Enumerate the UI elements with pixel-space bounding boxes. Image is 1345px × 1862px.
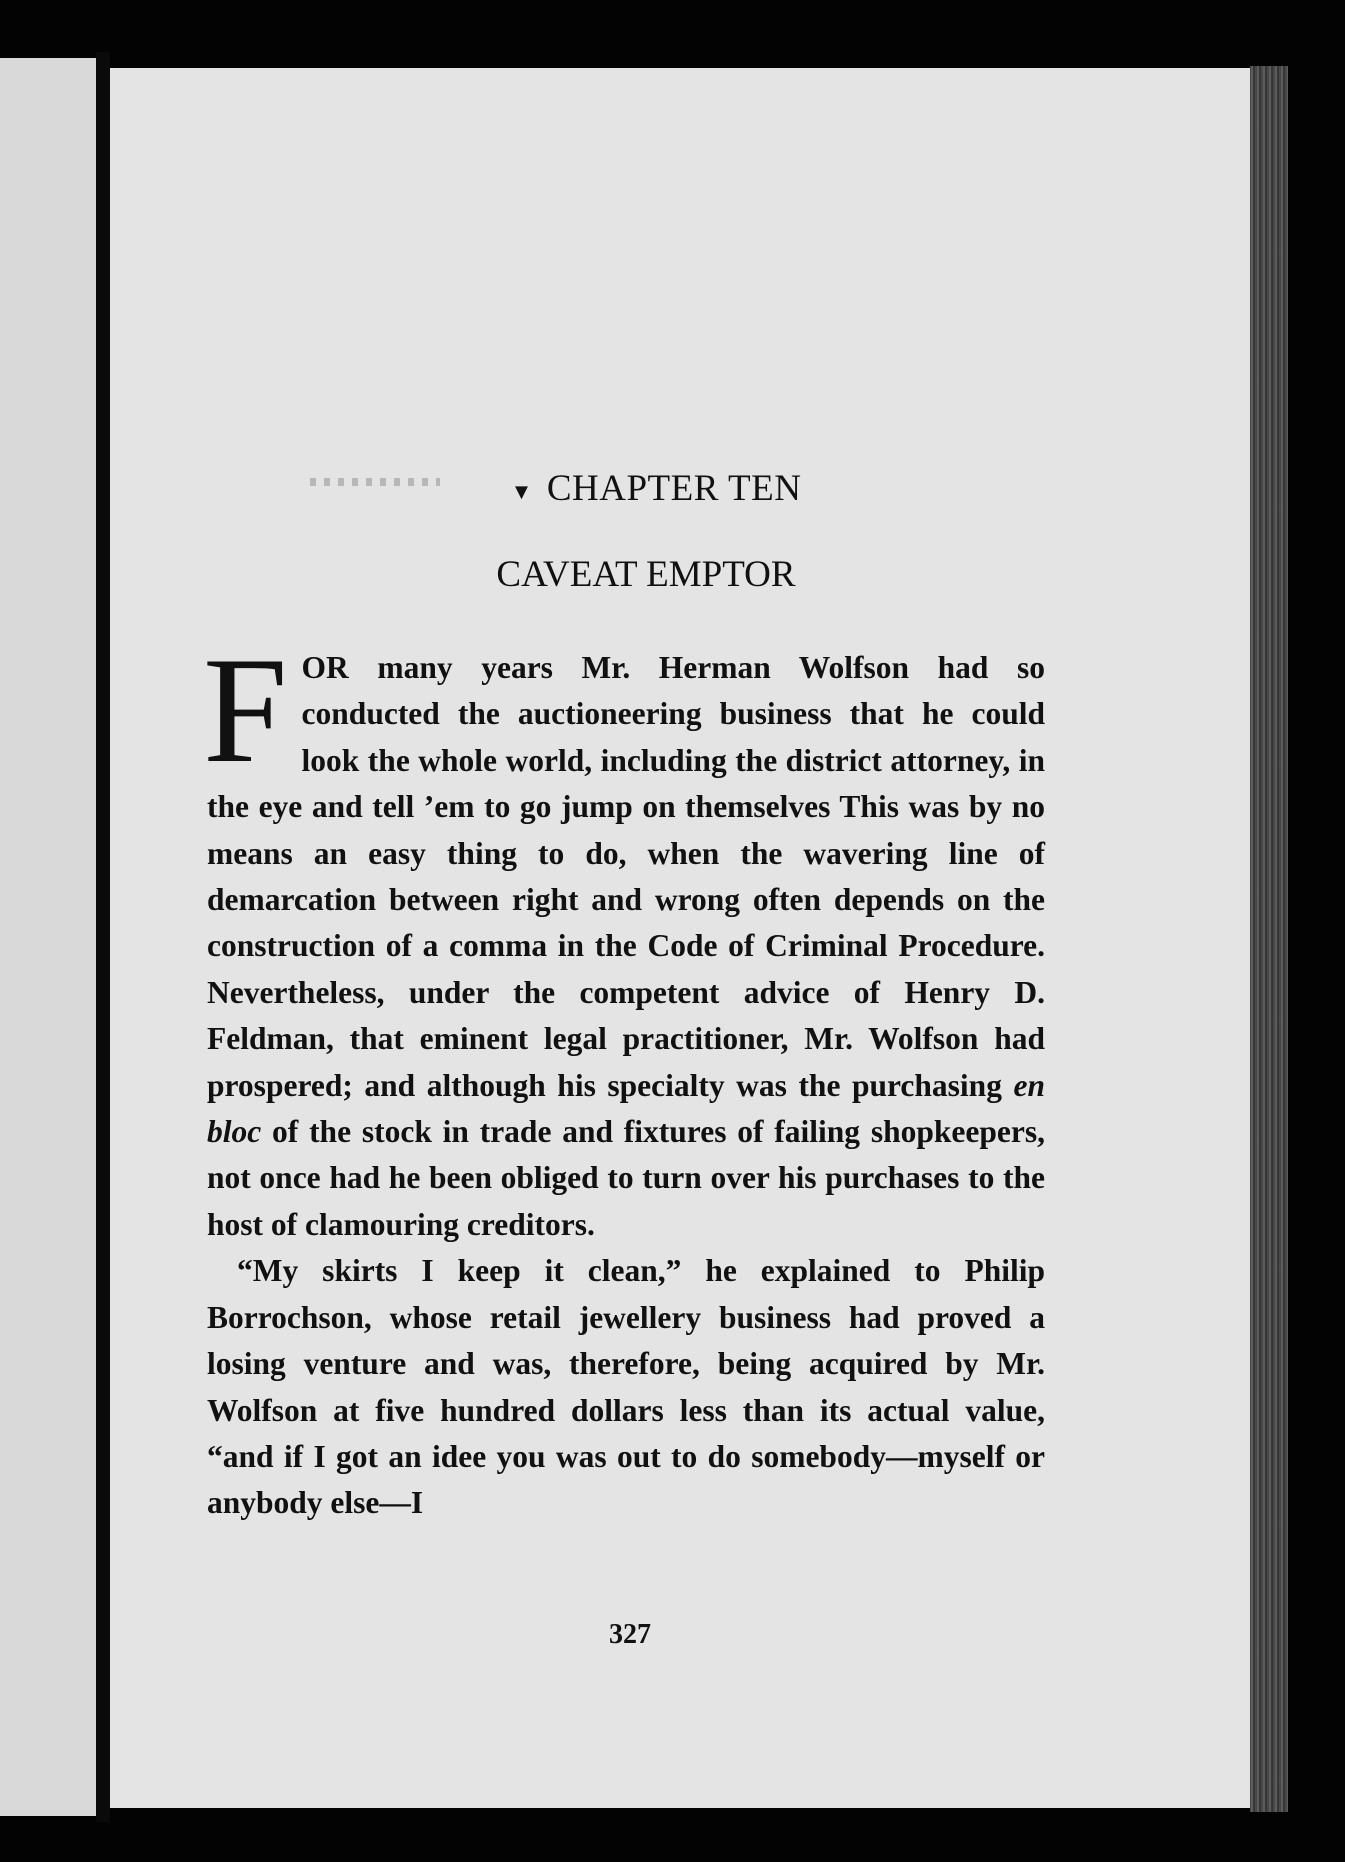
chapter-heading-text: CHAPTER TEN (546, 468, 802, 509)
page-number: 327 (609, 1619, 651, 1650)
chapter-title: CAVEAT EMPTOR (496, 554, 796, 595)
paragraph-1-end: of the stock in trade and fixtures of failing shopkeepers, not once had he been obliged to turn over his purchases to the host of clamouring creditors. (207, 1114, 1045, 1242)
book-gutter (96, 52, 110, 1822)
chapter-heading (207, 458, 1045, 520)
italic-phrase: en bloc (207, 1067, 1045, 1150)
paragraph-1-text: OR many years Mr. Herman Wolfson had so conducted the auctioneering business that he could look the whole world, including the district attorney, in the eye and tell ’em to go jump on themselves This was by no means an easy thing to do, when the wavering line of demarcation between right and wrong often depends on the construction of a comma in the Code of Criminal Procedure. Nevertheless, under the competent advice of Henry D. Feldman, that eminent legal practitioner, Mr. Wolfson had prospered; and although his specialty was the purchasing (207, 650, 1045, 1103)
page-stack-edge (1250, 66, 1288, 1812)
body-text (203, 626, 1045, 1527)
paragraph-2: “My skirts I keep it clean,” he explained to Philip Borrochson, whose retail jewellery business had proved a losing venture and was, therefore, being acquired by Mr. Wolfson at five hundred dollars less than its actual value, “and if I got an idee you was out to do somebody—myself or anybody else—I (207, 1253, 1045, 1521)
drop-cap: F (203, 626, 288, 794)
paragraph-1 (203, 626, 1045, 1248)
page-text-block (203, 458, 1045, 1527)
left-page-edge (0, 58, 96, 1816)
bullet-ornament-icon: ▼ (510, 478, 533, 504)
